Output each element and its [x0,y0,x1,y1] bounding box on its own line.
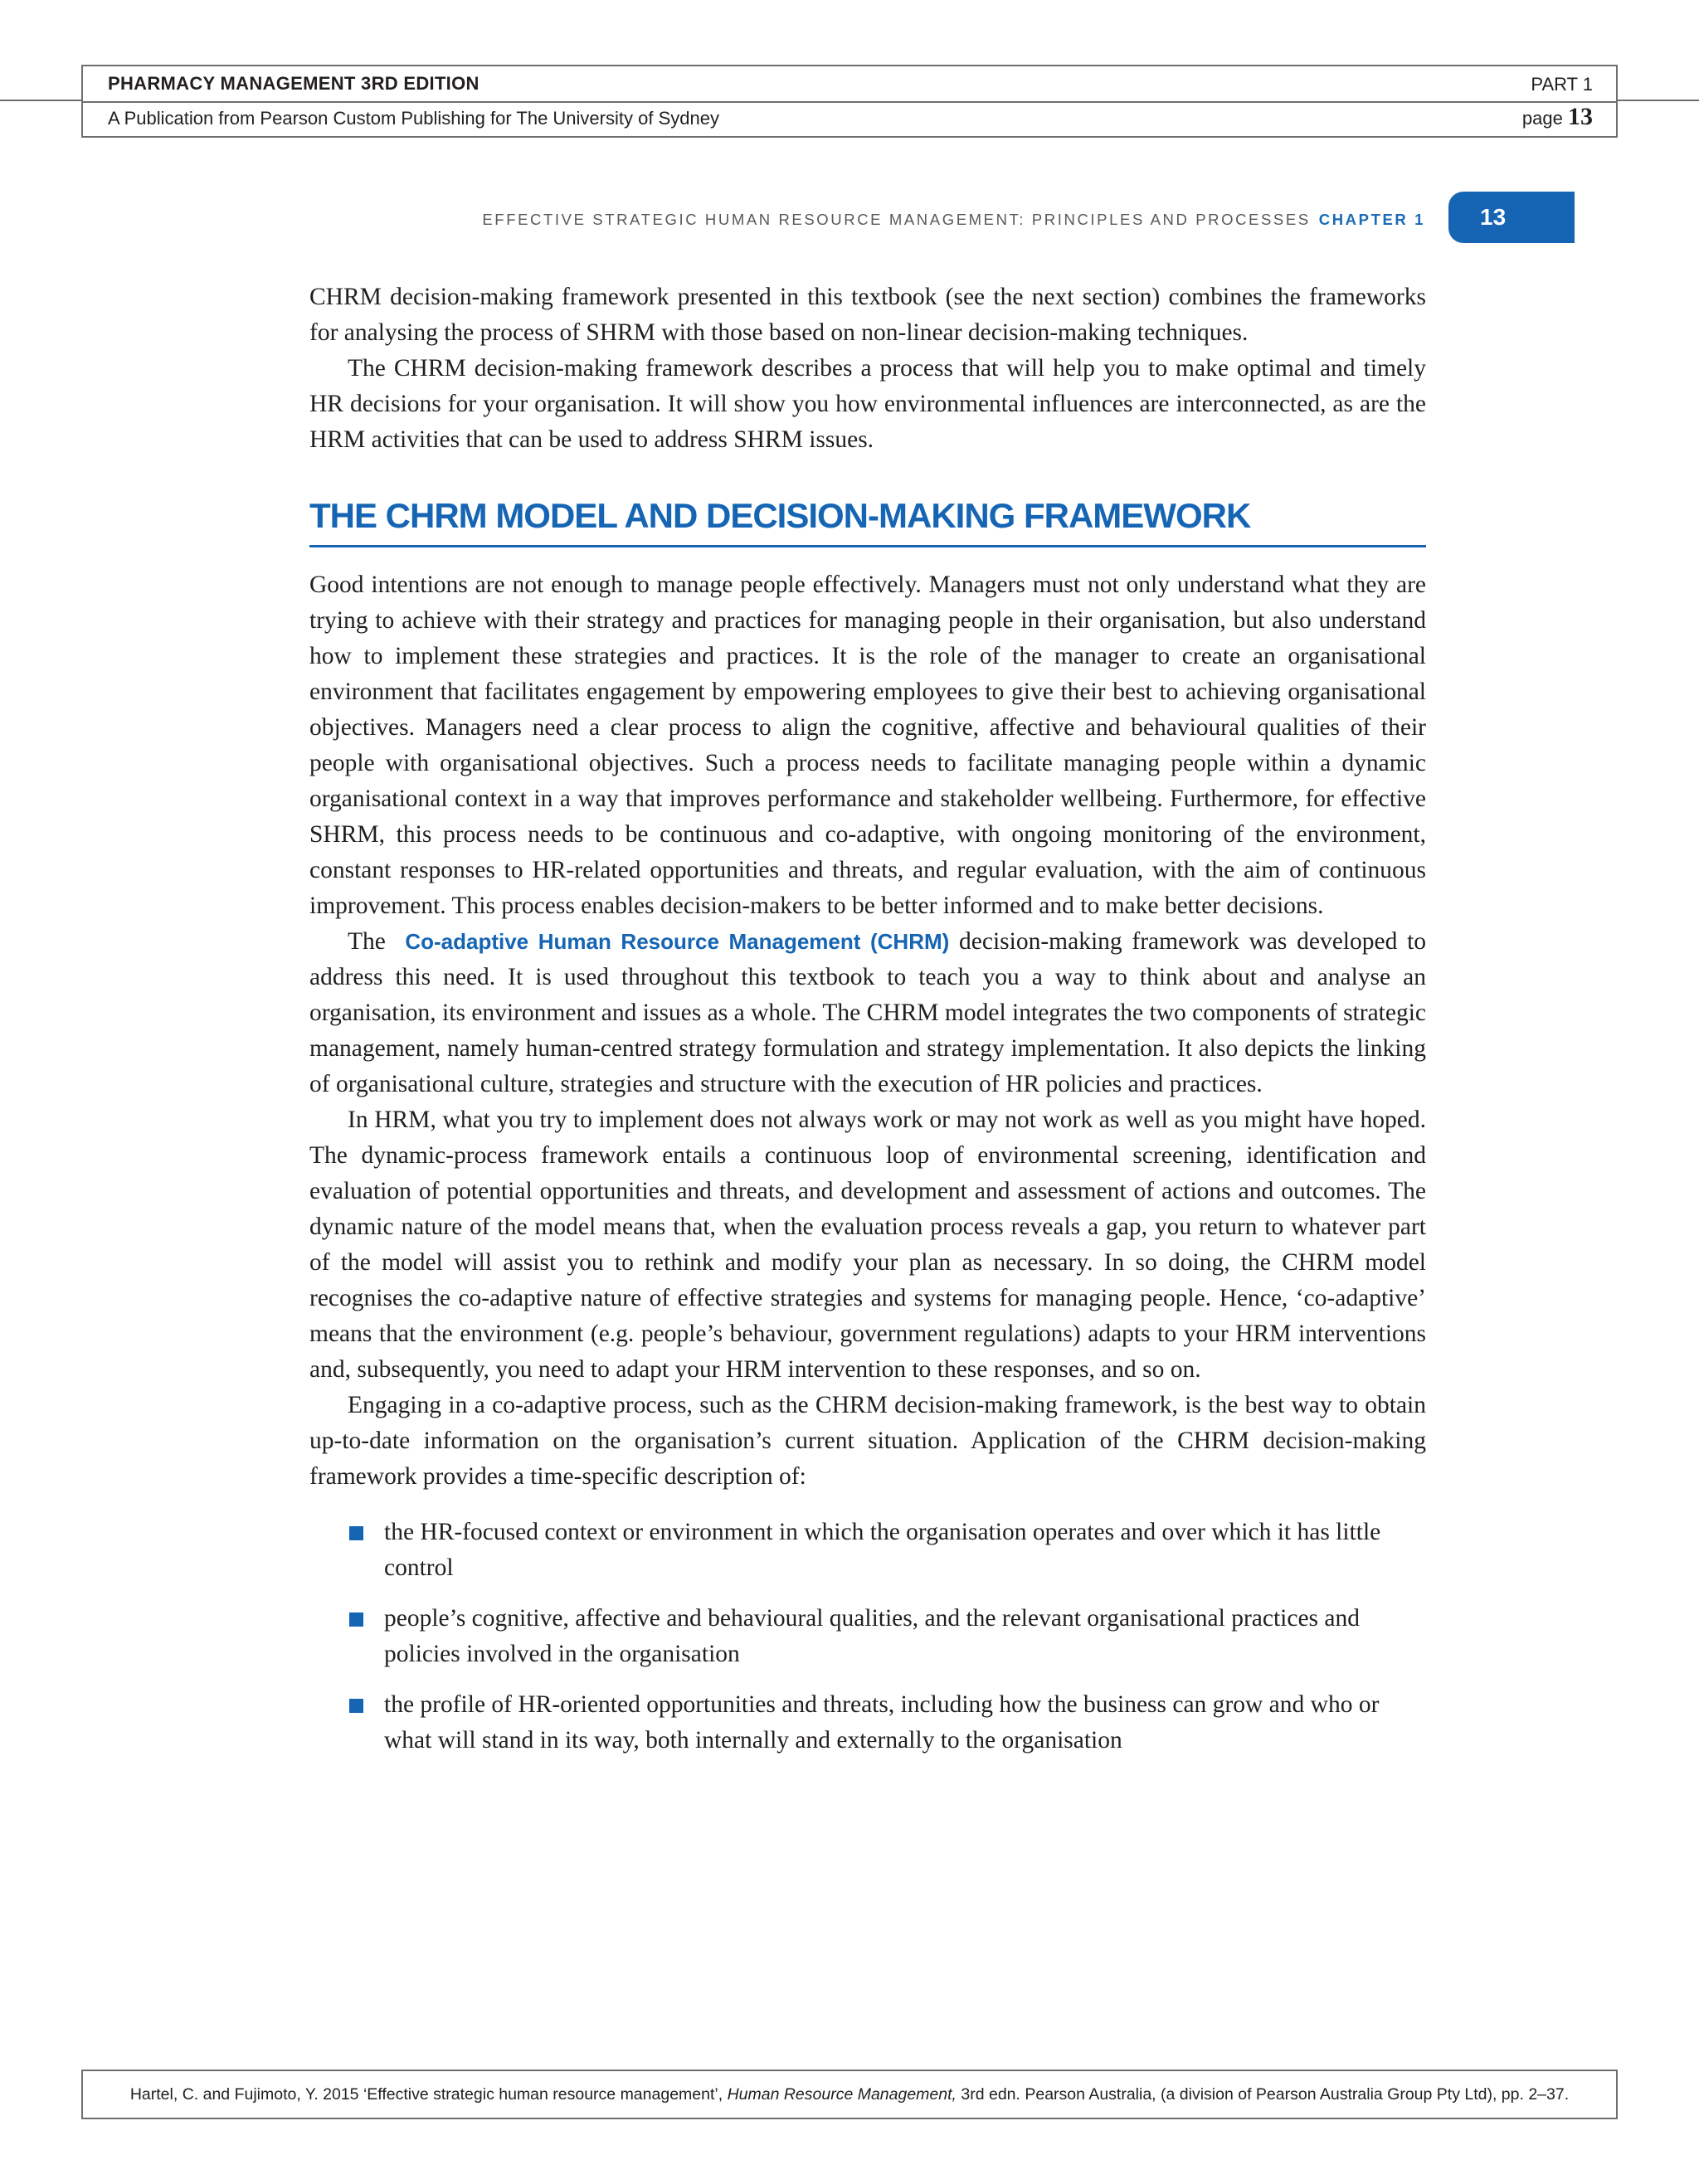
publication-header-bottom-row [83,101,1616,136]
page-number: 13 [1568,103,1593,130]
publication-subtitle: A Publication from Pearson Custom Publishing for The University of Sydney [108,108,719,129]
paragraph-6: Engaging in a co-adaptive process, such as the CHRM decision-making framework, is the best way to obtain up-to-date information on the organisation’s current situation. Application of the CHRM decision-making framework provides a time-specific description of: [309,1392,1426,1490]
list-item [309,1601,1426,1672]
list-item [309,1687,1426,1758]
key-term-chrm: Co-adaptive Human Resource Management (CHRM) [405,929,950,954]
paragraph-4-start: The [348,928,386,955]
body-content [309,280,1426,1773]
paragraph-3: Good intentions are not enough to manage people effectively. Managers must not only understand what they are trying to achieve with their strategy and practices for managing people in their organisation, but also understand how to implement these strategies and practices. It is the role of the manager to create an organisational environment that facilitates engagement by empowering employees to give their best to achieving organisational objectives. Managers need a clear process to align the cognitive, affective and behavioural qualities of their people with organisational objectives. Such a process needs to facilitate managing people within a dynamic organisational context in a way that improves performance and stakeholder wellbeing. Furthermore, for effective SHRM, this process needs to be continuous and co-adaptive, with ongoing monitoring of the environment, constant responses to HR-related opportunities and threats, and regular evaluation, with the aim of continuous improvement. This process enables decision-makers to be better informed and to make better decisions. [309,572,1426,919]
list-item-text: the HR-focused context or environment in which the organisation operates and over which it has little control [384,1519,1381,1581]
page-indicator [1522,103,1593,131]
running-head [482,211,1425,229]
page-prefix: page [1521,108,1563,129]
page-number-tab: 13 [1448,192,1575,243]
publication-header [81,65,1618,138]
bullet-list [309,1515,1426,1758]
publication-header-top-row [83,66,1616,103]
running-head-title: EFFECTIVE STRATEGIC HUMAN RESOURCE MANAGEMENT: PRINCIPLES AND PROCESSES [482,211,1311,228]
paragraph-2: The CHRM decision-making framework describes a process that will help you to make optimal and timely HR decisions for your organisation. It will show you how environmental influences are interconnected, as are the HRM activities that can be used to address SHRM issues. [309,355,1426,453]
citation-book-title: Human Resource Management, [727,2085,957,2104]
part-label: PART 1 [1531,74,1593,95]
paragraph-5: In HRM, what you try to implement does not always work or may not work as well as you might have hoped. The dynamic-process framework entails a continuous loop of environmental screening, identification and evaluation of potential opportunities and threats, and development and assessment of actions and outcomes. The dynamic nature of the model means that, when the evaluation process reveals a gap, you return to whatever part of the model will assist you to rethink and modify your plan as necessary. In so doing, the CHRM model recognises the co-adaptive nature of effective strategies and systems for managing people. Hence, ‘co-adaptive’ means that the environment (e.g. people’s behaviour, government regulations) adapts to your HRM interventions and, subsequently, you need to adapt your HRM intervention to these responses, and so on. [309,1107,1426,1383]
list-item [309,1515,1426,1586]
header-rule-right [1618,100,1699,101]
publication-title: PHARMACY MANAGEMENT 3RD EDITION [108,73,480,94]
paragraph-4 [309,924,1426,1102]
paragraph-4-rest: decision-making framework was developed to address this need. It is used throughout this textbook to teach you a way to think about and analyse an organisation, its environment and issues as a whole. The CHRM model integrates the two components of strategic management, namely human-centred strategy formulation and strategy implementation. It also depicts the linking of organisational culture, strategies and structure with the execution of HR policies and practices. [309,928,1427,1097]
citation-end: 3rd edn. Pearson Australia, (a division of Pearson Australia Group Pty Ltd), pp. 2–37. [961,2085,1570,2104]
header-rule-left [0,100,81,101]
citation-start: Hartel, C. and Fujimoto, Y. 2015 ‘Effective strategic human resource management’, [129,2085,723,2104]
chapter-label: CHAPTER 1 [1318,211,1425,228]
paragraph-1: CHRM decision-making framework presented in this textbook (see the next section) combines the frameworks for analysing the process of SHRM with those based on non-linear decision-making techniques. [309,284,1426,346]
square-bullet-icon [349,1612,363,1627]
list-item-text: the profile of HR-oriented opportunities and threats, including how the business can grow and who or what will stand in its way, both internally and externally to the organisation [384,1691,1380,1754]
section-heading: THE CHRM MODEL AND DECISION-MAKING FRAMEWORK [309,494,1426,547]
square-bullet-icon [349,1699,363,1713]
square-bullet-icon [349,1526,363,1540]
list-item-text: people’s cognitive, affective and behavioural qualities, and the relevant organisational practices and policies involved in the organisation [384,1605,1361,1667]
citation-footer [81,2070,1618,2119]
